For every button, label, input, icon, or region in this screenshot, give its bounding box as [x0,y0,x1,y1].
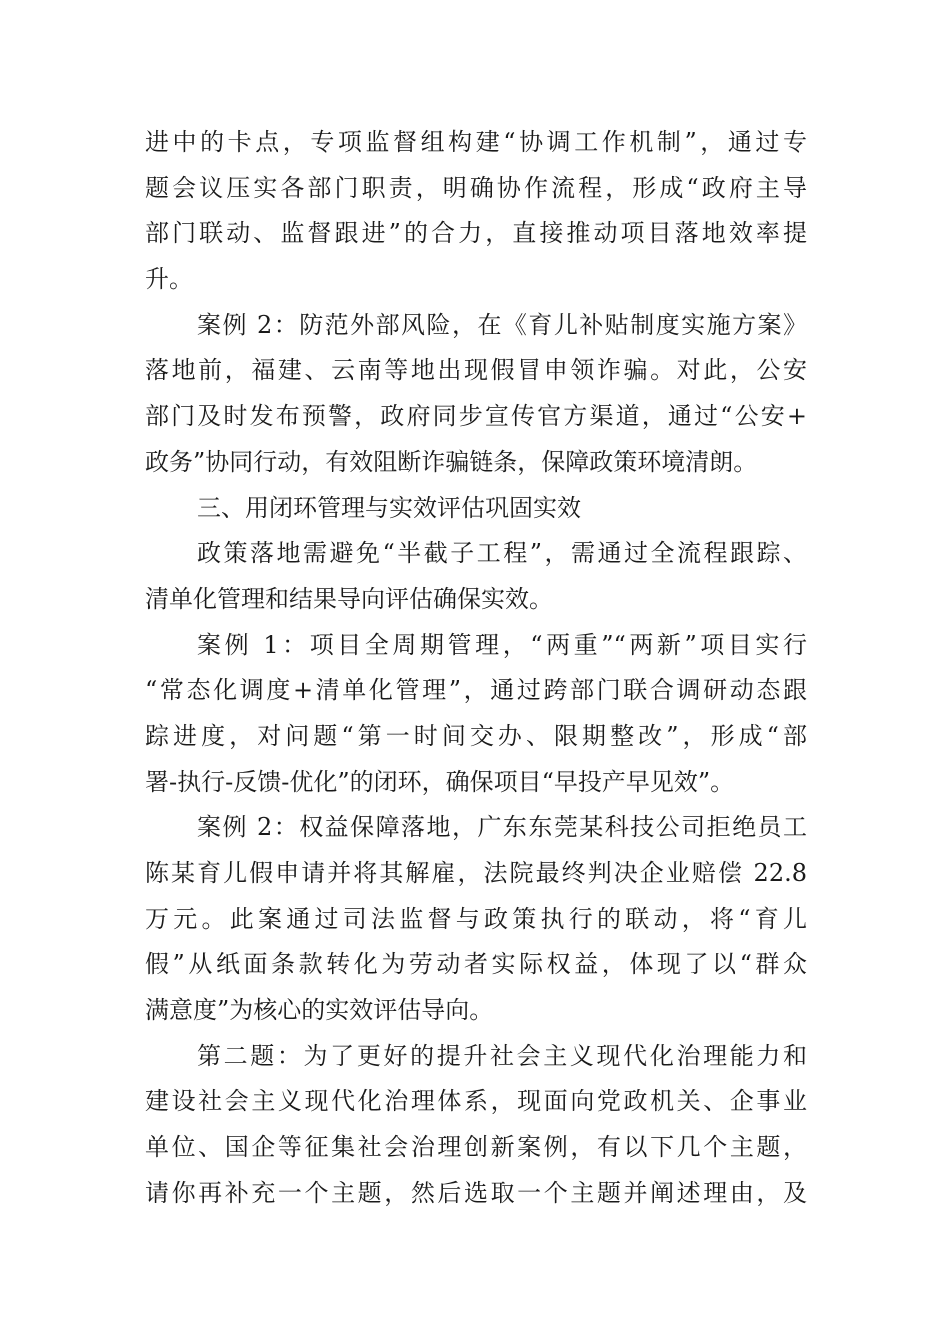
text-line: 案例 1：项目全周期管理，“两重”“两新”项目实行 [197,630,807,659]
text-line: 案例 2：权益保障落地，广东东莞某科技公司拒绝员工 [197,813,807,842]
text-line: 题会议压实各部门职责，明确协作流程，形成“政府主导 [145,173,807,202]
text-line: 建设社会主义现代化治理体系，现面向党政机关、企事业 [145,1087,807,1116]
text-line: “常态化调度+清单化管理”，通过跨部门联合调研动态跟 [145,676,807,705]
text-line: 第二题：为了更好的提升社会主义现代化治理能力和 [197,1041,807,1070]
text-line: 请你再补充一个主题，然后选取一个主题并阐述理由，及 [145,1178,807,1207]
text-line: 部门及时发布预警，政府同步宣传官方渠道，通过“公安+ [145,402,807,431]
text-line: 进中的卡点，专项监督组构建“协调工作机制”，通过专 [145,128,807,156]
text-line: 落地前，福建、云南等地出现假冒申领诈骗。对此，公安 [145,356,807,385]
text-line: 假”从纸面条款转化为劳动者实际权益，体现了以“群众 [145,950,807,979]
text-line: 三、用闭环管理与实效评估巩固实效 [197,493,581,522]
text-line: 署-执行-反馈-优化”的闭环，确保项目“早投产早见效”。 [145,767,735,796]
text-line: 升。 [145,265,193,294]
text-line: 单位、国企等征集社会治理创新案例，有以下几个主题， [145,1133,807,1162]
text-line: 政策落地需避免“半截子工程”，需通过全流程跟踪、 [197,539,807,568]
text-line: 政务”协同行动，有效阻断诈骗链条，保障政策环境清朗。 [145,447,758,476]
text-line: 案例 2：防范外部风险，在《育儿补贴制度实施方案》 [197,310,807,339]
document-body [145,120,807,1217]
text-line: 满意度”为核心的实效评估导向。 [145,996,494,1025]
text-line: 部门联动、监督跟进”的合力，直接推动项目落地效率提 [145,219,807,248]
text-line: 陈某育儿假申请并将其解雇，法院最终判决企业赔偿 22.8 [145,859,807,887]
text-line: 清单化管理和结果导向评估确保实效。 [145,584,553,613]
text-line: 踪进度，对问题“第一时间交办、限期整改”，形成“部 [145,721,807,750]
text-line: 万元。此案通过司法监督与政策执行的联动，将“育儿 [145,904,807,933]
